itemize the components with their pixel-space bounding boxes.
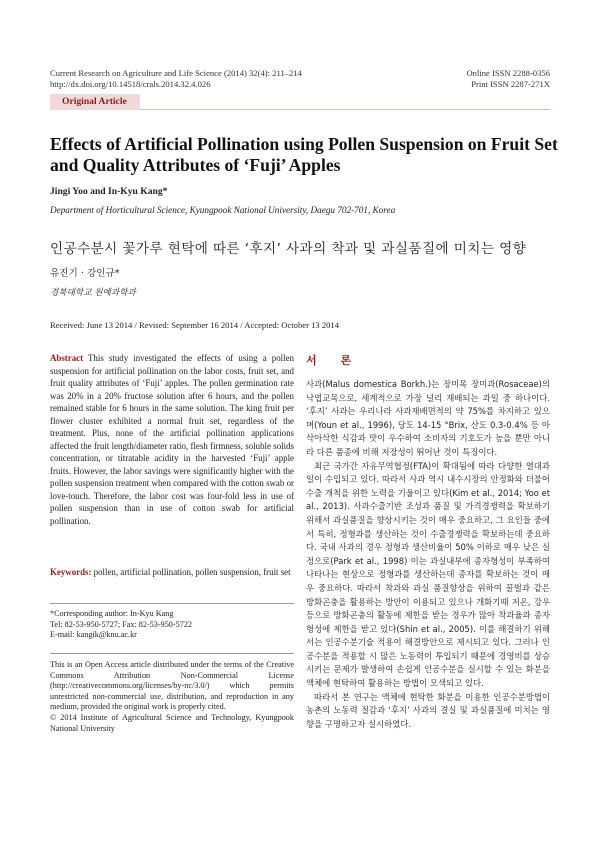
header-rule [140,109,550,110]
paper-title: Effects of Artificial Pollination using Pollen Suspension on Fruit Set and Quality Attributes of ‘Fuji’ Apples [50,134,558,175]
intro-paragraph: 최근 국가간 자유무역협정(FTA)이 확대됨에 따라 다양한 열대과일이 수입되고 있다. 따라서 사과 역시 내수시장의 안정화와 더불어 수출 개척을 위한 노력을 기울이고 있다(Kim et al., 2014; Yoo et al., 2013). 사과수출기반 조성과 품질 및 가격경쟁력을 확보하기 위해서 과실품질을 향상시키는 것이 매우 중요하고, 그 요인들 중에서 특히, 정형과를 생산하는 것이 수출경쟁력을 확보하는데 중요하다. 국내 사과의 경우 정형과 생산비율이 50% 이하로 매우 낮은 실정으로(Park et al., 1998) 이는 과실내부에 종자형성이 부족하여 나타나는 현상으로 정형과를 생산하는데 종자를 확보하는 것이 매우 중요하다. 따라서 착과와 과실 품질향상을 위하여 꿀벌과 같은 방화곤충을 활용하는 방안이 이용되고 있으나 개화기때 저온, 강우 등으로 방화곤충의 활동에 제한을 받는 경우가 많아 착과율과 종자형성에 제한을 받고 있다(Shin et al., 2005). 이를 해결하기 위해서는 인공수분기술 적용이 해결방안으로 제시되고 있다. 그러나 인공수분을 적용할 시 많은 노동력이 투입되기 때문에 경영비를 상승시키는 문제가 발생하여 손쉽게 인공수분을 실시할 수 있는 화분을 액체에 현탁하여 활용하는 방법이 모색되고 있다. [306,460,550,689]
article-type-badge [50,94,140,110]
abstract-block [50,352,294,527]
korean-title: 인공수분시 꽃가루 현탁에 따른 ‘후지’ 사과의 착과 및 과실품질에 미치는 영향 [50,241,527,257]
journal-citation: Current Research on Agriculture and Life Science (2014) 32(4): 211–214 [50,68,302,78]
publication-dates: Received: June 13 2014 / Revised: September 16 2014 / Accepted: October 13 2014 [50,320,340,330]
copyright-text: © 2014 Institute of Agricultural Science and Technology, Kyungpook National University [50,712,294,733]
license-divider [50,653,294,654]
korean-authors: 유진기 · 강인규* [50,268,120,279]
article-type-label: Original Article [62,96,127,107]
issn-online: Online ISSN 2288-0356 [466,68,550,78]
abstract-label: Abstract [50,353,84,363]
footnote-divider [50,603,294,604]
license-block [50,660,294,734]
abstract-text: This study investigated the effects of using a pollen suspension for artificial pollination on the labor costs, fruit set, and fruit quality attributes of ‘Fuji’ apples. The pollen germination rate was 20% in a 20% fructose solution after 6 hours, and the pollen remained stable for 6 hours in the same solution. The king fruit per flower cluster exhibited a normal fruit set, regardless of the treatment. Plus, none of the artificial pollination applications affected the fruit length/diameter ratio, flesh firmness, soluble solids concentration, or titratable acidity in the harvested ‘Fuji’ apple fruits. However, the labor savings were significantly higher with the pollen suspension treatment when compared with the cotton swab or love-touch. Therefore, the labor cost was four-fold less in use of pollen suspension than in use of cotton swab for artificial pollination. [50,353,294,526]
korean-affiliation: 경북대학교 원예과학과 [50,288,136,298]
affiliation: Department of Horticultural Science, Kyungpook National University, Daegu 702-701, Korea [50,205,396,215]
correspondence-block [50,609,294,641]
contact-email[interactable]: E-mail: kangik@knu.ac.kr [50,630,137,640]
intro-paragraph: 사과(Malus domestica Borkh.)는 장미목 장미과(Rosaceae)의 낙엽교목으로, 세계적으로 가장 널리 재배되는 과일 중 하나이다. ‘후지’ 사과는 우리나라 사과재배면적의 약 75%를 차지하고 있으며(Youn et al., 1996), 당도 14-15 °Brix, 산도 0.3-0.4% 등 아삭아삭한 식감과 맛이 우수하여 소비자의 기호도가 높을 뿐만 아니라 다른 품종에 비해 저장성이 뛰어난 것이 특징이다. [306,379,550,457]
keywords-text: pollen, artificial pollination, pollen suspension, fruit set [93,567,291,577]
corresponding-author: *Corresponding author: In-Kyu Kang [50,609,174,618]
author-list: Jingi Yoo and In-Kyu Kang* [50,186,168,197]
keywords-label: Keywords: [50,567,92,577]
keywords-block [50,566,294,579]
intro-heading: 서 론 [306,354,362,367]
contact-phone: Tel: 82-53-950-5727; Fax: 82-53-950-5722 [50,619,193,629]
intro-paragraph: 따라서 본 연구는 액체에 현탁한 화분을 이용한 인공수분방법이 농촌의 노동력 절감과 ‘후지’ 사과의 결실 및 과실품질에 미치는 영향을 구명하고자 실시하였다. [306,691,550,729]
issn-print: Print ISSN 2287-271X [471,79,550,89]
license-text: This is an Open Access article distributed under the terms of the Creative Commons Attribution Non-Commercial License (http://creativecommons.org/licenses/by-nc/3.0/) which permits unrestricted non-commercial use, distribution, and reproduction in any medium, provided the original work is properly cited. [50,660,294,712]
doi-link[interactable]: http://dx.doi.org/10.14518/crals.2014.32.4.026 [50,79,211,89]
intro-body [306,378,550,731]
